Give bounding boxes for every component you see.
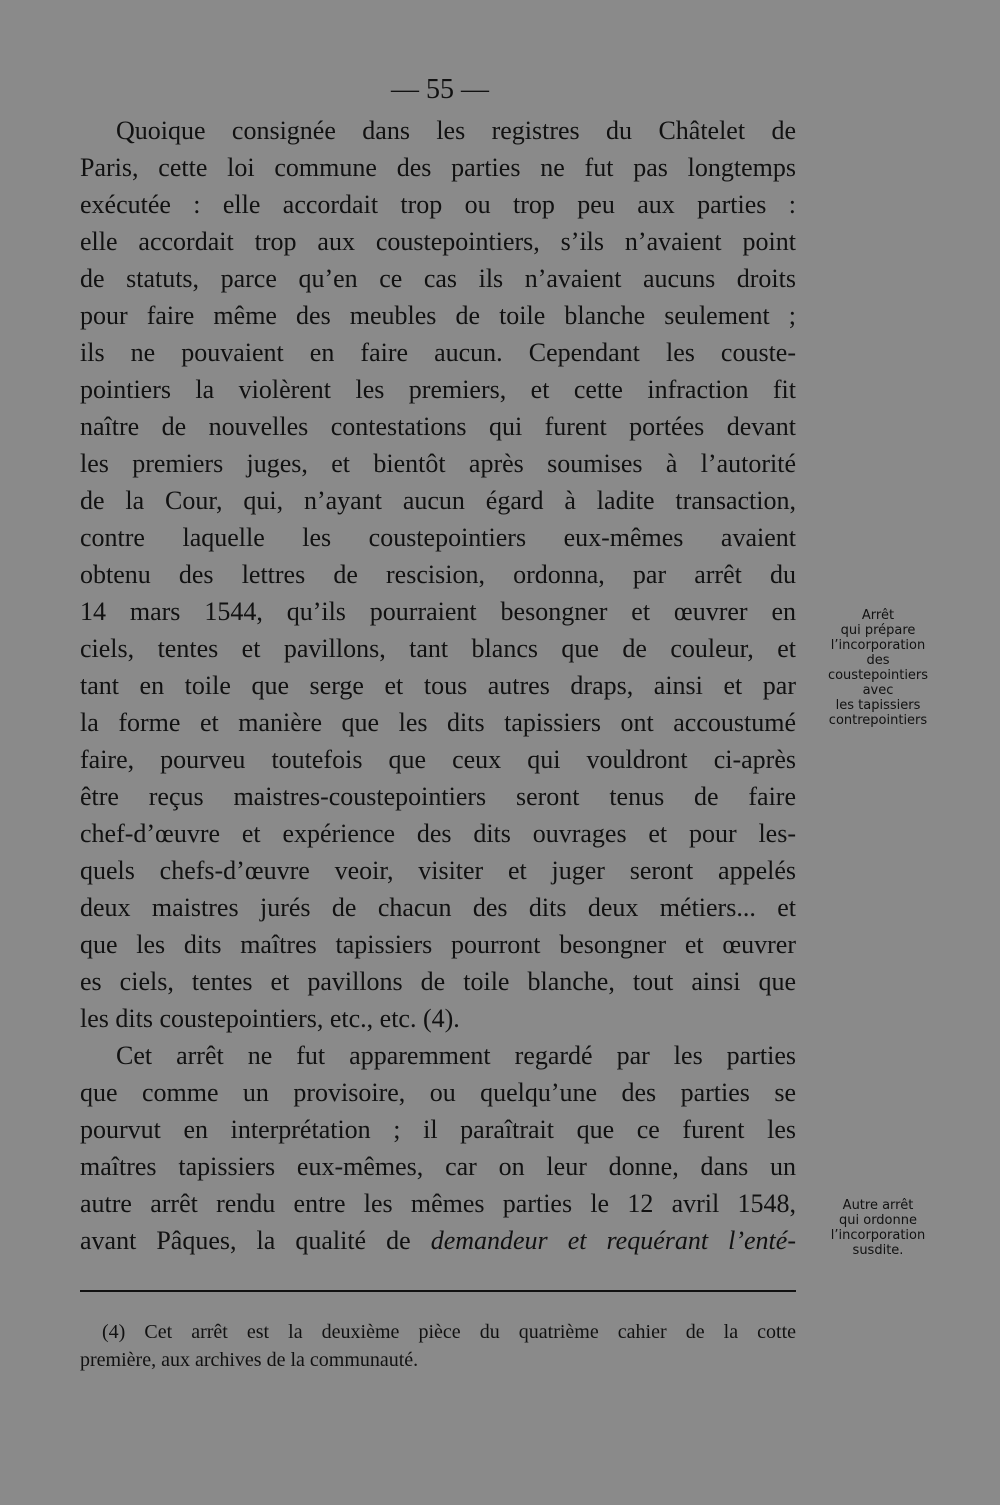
footnote-divider bbox=[80, 1290, 796, 1292]
text-line: contre laquelle les coustepointiers eux-mêmes avaient bbox=[80, 523, 796, 552]
text-plain: avant Pâques, la qualité de bbox=[80, 1226, 431, 1255]
text-line-last bbox=[80, 1222, 796, 1259]
margin-note-2 bbox=[808, 1198, 948, 1258]
text-line: naître de nouvelles contestations qui furent portées devant bbox=[80, 412, 796, 441]
text-line: que comme un provisoire, ou quelqu’une des parties se bbox=[80, 1078, 796, 1107]
text-line: elle accordait trop aux coustepointiers, s’ils n’avaient point bbox=[80, 227, 796, 256]
text-line: obtenu des lettres de rescision, ordonna, par arrêt du bbox=[80, 560, 796, 589]
text-line: de la Cour, qui, n’ayant aucun égard à ladite transaction, bbox=[80, 486, 796, 515]
text-line: pointiers la violèrent les premiers, et cette infraction fit bbox=[80, 375, 796, 404]
margin-note-1 bbox=[808, 608, 948, 728]
text-line: maîtres tapissiers eux-mêmes, car on leur donne, dans un bbox=[80, 1152, 796, 1181]
main-text bbox=[80, 112, 796, 1259]
footnote-line: (4) Cet arrêt est la deuxième pièce du quatrième cahier de la cotte bbox=[102, 1321, 796, 1343]
margin-note-line: les tapissiers bbox=[835, 698, 921, 713]
text-line: être reçus maistres-coustepointiers seront tenus de faire bbox=[80, 782, 796, 811]
text-line: chef-d’œuvre et expérience des dits ouvrages et pour les- bbox=[80, 819, 796, 848]
text-line: Paris, cette loi commune des parties ne fut pas longtemps bbox=[80, 153, 796, 182]
text-line: Cet arrêt ne fut apparemment regardé par les parties bbox=[116, 1041, 796, 1070]
footnote-line: première, aux archives de la communauté. bbox=[80, 1349, 419, 1371]
page-number: — 55 — bbox=[391, 74, 489, 105]
margin-note-line: l’incorporation bbox=[830, 1228, 926, 1243]
text-line: tant en toile que serge et tous autres draps, ainsi et par bbox=[80, 671, 796, 700]
text-line: Quoique consignée dans les registres du Châtelet de bbox=[116, 116, 796, 145]
margin-note-line: Autre arrêt bbox=[842, 1198, 914, 1213]
text-line: 14 mars 1544, qu’ils pourraient besongner et œuvrer en bbox=[80, 597, 796, 626]
text-line: autre arrêt rendu entre les mêmes parties le 12 avril 1548, bbox=[80, 1189, 796, 1218]
text-line: pourvut en interprétation ; il paraîtrait que ce furent les bbox=[80, 1115, 796, 1144]
margin-note-line: qui prépare bbox=[840, 623, 916, 638]
text-line: ils ne pouvaient en faire aucun. Cependant les couste- bbox=[80, 338, 796, 367]
text-line: de statuts, parce qu’en ce cas ils n’avaient aucuns droits bbox=[80, 264, 796, 293]
margin-note-line: Arrêt bbox=[861, 608, 895, 623]
text-line: ciels, tentes et pavillons, tant blancs que de couleur, et bbox=[80, 634, 796, 663]
text-line: exécutée : elle accordait trop ou trop peu aux parties : bbox=[80, 190, 796, 219]
margin-note-line: des bbox=[866, 653, 890, 668]
footnote bbox=[80, 1318, 796, 1374]
text-line: les dits coustepointiers, etc., etc. (4). bbox=[80, 1004, 460, 1033]
text-line: pour faire même des meubles de toile blanche seulement ; bbox=[80, 301, 796, 330]
margin-note-line: contrepointiers bbox=[828, 713, 928, 728]
margin-note-line: l’incorporation bbox=[830, 638, 926, 653]
margin-note-line: susdite. bbox=[852, 1243, 904, 1258]
margin-note-line: qui ordonne bbox=[839, 1213, 917, 1228]
margin-note-line: avec bbox=[862, 683, 894, 698]
text-line: es ciels, tentes et pavillons de toile blanche, tout ainsi que bbox=[80, 967, 796, 996]
text-line: les premiers juges, et bientôt après soumises à l’autorité bbox=[80, 449, 796, 478]
text-line: la forme et manière que les dits tapissiers ont accoustumé bbox=[80, 708, 796, 737]
margin-note-line: coustepointiers bbox=[827, 668, 929, 683]
text-italic: demandeur et requérant l’enté- bbox=[430, 1226, 796, 1255]
text-line: deux maistres jurés de chacun des dits deux métiers... et bbox=[80, 893, 796, 922]
text-line: quels chefs-d’œuvre veoir, visiter et juger seront appelés bbox=[80, 856, 796, 885]
text-line: que les dits maîtres tapissiers pourront besongner et œuvrer bbox=[80, 930, 796, 959]
text-line: faire, pourveu toutefois que ceux qui vouldront ci-après bbox=[80, 745, 796, 774]
